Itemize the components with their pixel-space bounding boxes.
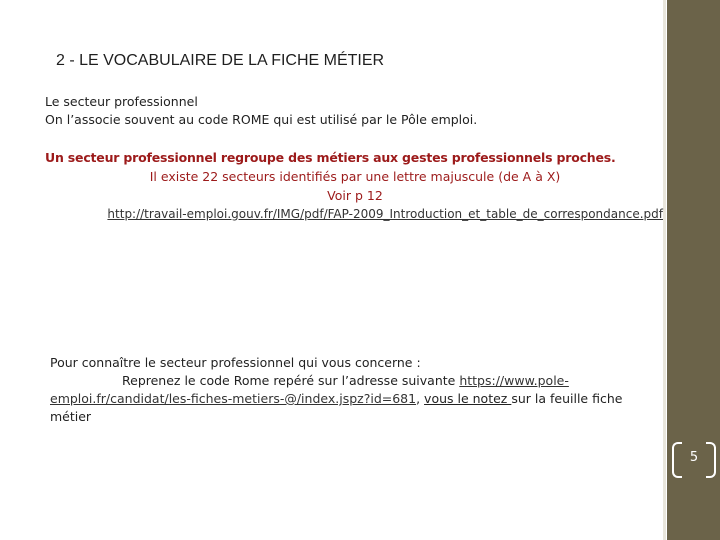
page-number-badge [672,442,716,476]
page-reference: Voir p 12 [327,188,383,203]
howto-block [50,354,660,426]
howto-text-c: sur la feuille fiche métier [50,391,623,424]
intro-text-c: qui est utilisé par le Pôle emploi. [269,112,478,127]
slide-title: 2 - LE VOCABULAIRE DE LA FICHE MÉTIER [56,52,385,69]
intro-text [45,111,655,129]
howto-heading: Pour connaître le secteur professionnel qui vous concerne : [50,355,421,370]
intro-text-a: On l’associe souvent au code [45,112,233,127]
page-number: 5 [689,450,699,465]
rome-code-label: ROME [232,112,270,127]
sector-count: Il existe 22 secteurs identifiés par une lettre majuscule (de A à X) [149,169,561,184]
pole-emploi-link[interactable]: https://www.pole-emploi.fr/candidat/les-fiches-metiers-@/index.jspz?id=681 [50,373,569,406]
howto-text [50,372,660,426]
fap-pdf-link[interactable]: http://travail-emploi.gouv.fr/IMG/pdf/FAP-2009_Introduction_et_table_de_correspondance.pdf [107,207,663,221]
note-emphasis: vous le notez [424,391,512,406]
howto-text-a: Reprenez le code Rome repéré sur l’adresse suivante [122,373,460,388]
intro-heading: Le secteur professionnel [45,94,198,109]
intro-block [45,93,655,129]
definition-headline: Un secteur professionnel regroupe des métiers aux gestes professionnels proches. [45,150,616,165]
howto-sep: , [416,391,425,406]
definition-block [45,148,665,224]
sidebar-divider [663,0,666,540]
